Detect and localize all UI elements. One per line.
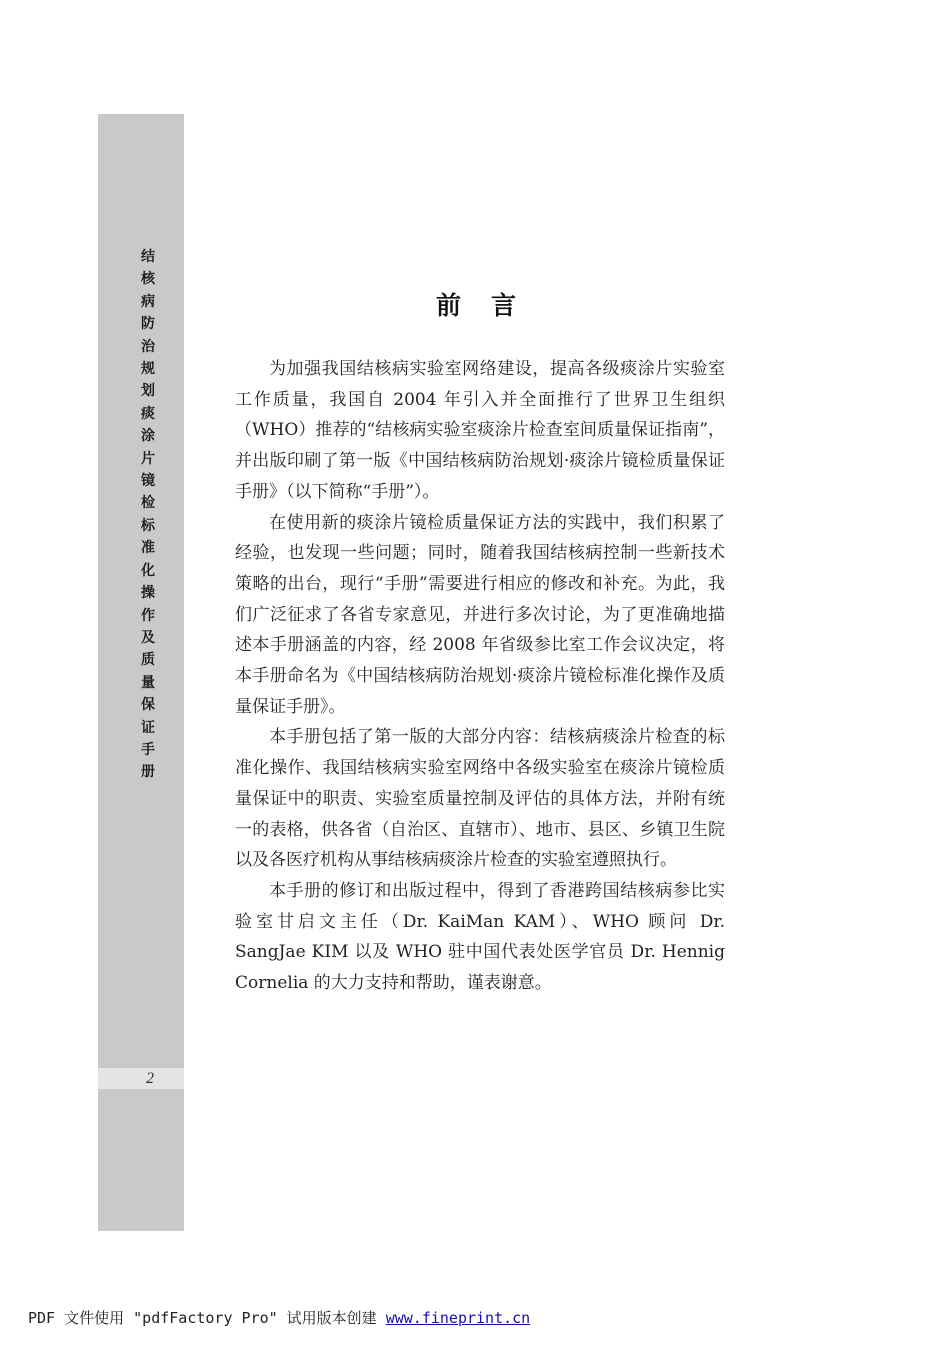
page-title: 前言 <box>436 291 547 320</box>
paragraph: 为加强我国结核病实验室网络建设，提高各级痰涂片实验室工作质量，我国自 2004 年引入并全面推行了世界卫生组织（WHO）推荐的“结核病实验室痰涂片检查室间质量保证指南”，并出版印刷了第一版《中国结核病防治规划·痰涂片镜检质量保证手册》（以下简称“手册”）。 <box>235 359 725 502</box>
pdf-footer <box>28 1307 530 1328</box>
paragraph: 在使用新的痰涂片镜检质量保证方法的实践中，我们积累了经验，也发现一些问题；同时，随着我国结核病控制一些新技术策略的出台，现行“手册”需要进行相应的修改和补充。为此，我们广泛征求了各省专家意见，并进行多次讨论，为了更准确地描述本手册涵盖的内容，经 2008 年省级参比室工作会议决定，将本手册命名为《中国结核病防治规划·痰涂片镜检标准化操作及质量保证手册》。 <box>235 512 725 717</box>
paragraph: 本手册的修订和出版过程中，得到了香港跨国结核病参比实验室甘启文主任（Dr. KaiMan KAM）、WHO 顾问 Dr. SangJae KIM 以及 WHO 驻中国代表处医学官员 Dr. Hennig Cornelia 的大力支持和帮助，谨表谢意。 <box>235 880 725 994</box>
series-title: 结核病防治规划 痰涂片镜检标准化操作及质量保证手册 <box>141 249 169 781</box>
fineprint-link[interactable]: www.fineprint.cn <box>385 1309 531 1327</box>
page-number-band <box>98 1068 184 1089</box>
footer-text: PDF 文件使用 "pdfFactory Pro" 试用版本创建 <box>28 1309 386 1327</box>
paragraph: 本手册包括了第一版的大部分内容：结核病痰涂片检查的标准化操作、我国结核病实验室网络中各级实验室在痰涂片镜检质量保证中的职责、实验室质量控制及评估的具体方法，并附有统一的表格，供各省（自治区、直辖市）、地市、县区、乡镇卫生院以及各医疗机构从事结核病痰涂片检查的实验室遵照执行。 <box>235 727 725 871</box>
side-strip <box>98 114 184 1231</box>
preface-body <box>235 354 725 999</box>
page-number: 2 <box>146 1070 154 1087</box>
